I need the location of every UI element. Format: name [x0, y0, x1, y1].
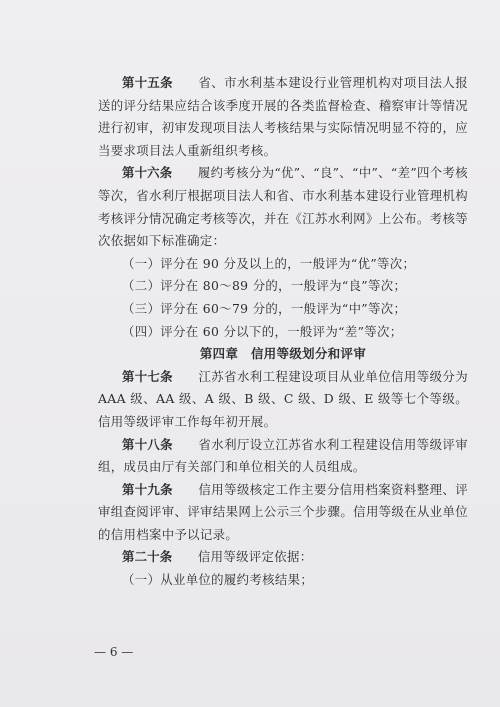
article-text: 信用等级核定工作主要分信用档案资料整理、评审组查阅评审、评审结果网上公示三个步骤。信用等级在从业单位的信用档案中予以记录。: [98, 481, 468, 542]
article-20: [98, 546, 468, 569]
article-label: 第十五条: [122, 75, 173, 90]
article-15: [98, 72, 468, 162]
list-item: （二）评分在 80～89 分的，一般评为“良”等次；: [122, 278, 407, 294]
article-text: 江苏省水利工程建设项目从业单位信用等级分为 AAA 级、AA 级、A 级、B 级、C 级、D 级、E 级等七个等级。信用等级评审工作每年初开展。: [98, 368, 468, 429]
article-label: 第十八条: [122, 436, 173, 452]
article-18: [98, 434, 468, 479]
article-text: 信用等级评定依据：: [197, 549, 313, 565]
article-label: 第十九条: [122, 481, 173, 497]
article-16: [98, 162, 468, 252]
article-17: [98, 366, 468, 434]
article-text: 履约考核分为“优”、“良”、“中”、“差”四个考核等次，省水利厅根据项目法人和省、市水利基本建设行业管理机构考核评分情况确定考核等次，并在《江苏水利网》上公布。考核等次依据如下标准确定：: [98, 165, 468, 249]
article-19: [98, 479, 468, 547]
chapter-heading: 第四章 信用等级划分和评审: [199, 346, 367, 362]
article-text: 省、市水利基本建设行业管理机构对项目法人报送的评分结果应结合该季度开展的各类监督检查、稽察审计等情况进行初审，初审发现项目法人考核结果与实际情况明显不符的，应当要求项目法人重新组织考核。: [98, 75, 468, 158]
list-item: （一）评分在 90 分及以上的，一般评为“优”等次；: [122, 255, 416, 271]
article-label: 第二十条: [122, 549, 173, 565]
list-item: （一）从业单位的履约考核结果；: [122, 572, 314, 588]
article-label: 第十六条: [122, 165, 173, 181]
list-item: （四）评分在 60 分以下的，一般评为“差”等次；: [122, 323, 403, 339]
article-label: 第十七条: [122, 368, 173, 384]
article-text: 省水利厅设立江苏省水利工程建设信用等级评审组，成员由厅有关部门和单位相关的人员组成。: [98, 436, 468, 475]
page-body: [98, 72, 468, 592]
list-item: （三）评分在 60～79 分的，一般评为“中”等次；: [122, 300, 407, 316]
page-number: — 6 —: [94, 645, 134, 659]
